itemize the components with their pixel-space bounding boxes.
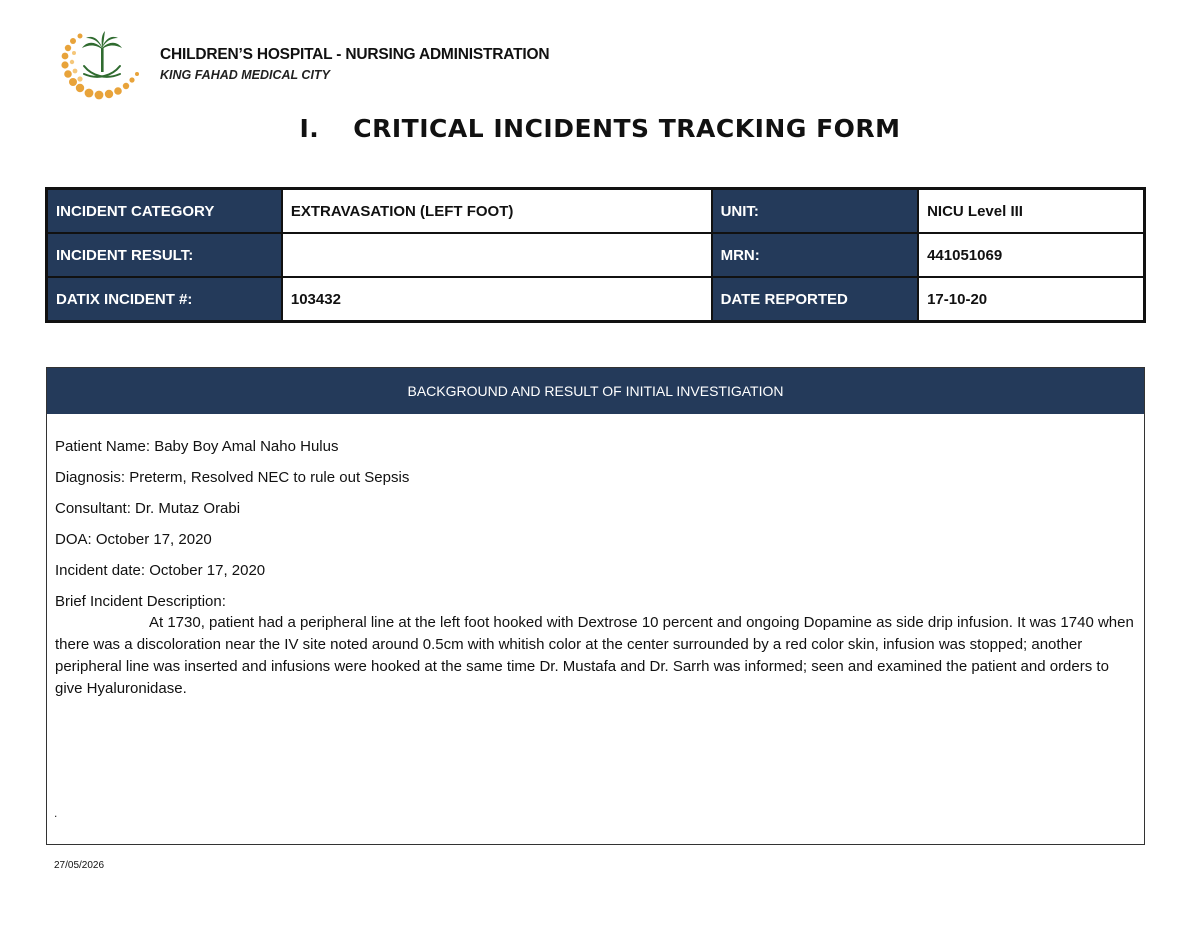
incident-category-value: EXTRAVASATION (LEFT FOOT) — [282, 189, 712, 234]
form-title-number: I. — [299, 114, 320, 143]
datix-incident-value: 103432 — [282, 277, 712, 322]
incident-date: Incident date: October 17, 2020 — [55, 562, 266, 579]
datix-incident-label: DATIX INCIDENT #: — [47, 277, 282, 322]
trailing-dot: . — [54, 806, 58, 820]
organization-subtitle: KING FAHAD MEDICAL CITY — [160, 68, 330, 82]
incident-result-label: INCIDENT RESULT: — [47, 233, 282, 277]
background-section — [46, 367, 1145, 845]
mrn-value: 441051069 — [918, 233, 1144, 277]
hospital-logo-icon — [58, 26, 144, 102]
date-reported-label: DATE REPORTED — [712, 277, 919, 322]
diagnosis: Diagnosis: Preterm, Resolved NEC to rule out Sepsis — [55, 469, 410, 486]
date-reported-value: 17-10-20 — [918, 277, 1144, 322]
unit-label: UNIT: — [712, 189, 919, 234]
unit-value: NICU Level III — [918, 189, 1144, 234]
table-row — [47, 189, 1145, 234]
background-body — [47, 414, 1144, 700]
incident-result-value — [282, 233, 712, 277]
organization-name: CHILDREN’S HOSPITAL - NURSING ADMINISTRATION — [160, 46, 550, 63]
form-title-text: CRITICAL INCIDENTS TRACKING FORM — [353, 114, 901, 143]
patient-name: Patient Name: Baby Boy Amal Naho Hulus — [55, 438, 339, 455]
footer-date: 27/05/2026 — [54, 860, 105, 871]
brief-description-text: At 1730, patient had a peripheral line at the left foot hooked with Dextrose 10 percent and ongoing Dopamine as side drip infusion. It was 1740 when there was a discoloration near the IV site noted around 0.5cm with whitish color at the center surrounded by a red color skin, infusion was stopped; another peripheral line was inserted and infusions were hooked at the same time Dr. Mustafa and Dr. Sarrh was informed; seen and examined the patient and orders to give Hyaluronidase. — [55, 614, 1134, 697]
table-row — [47, 233, 1145, 277]
incident-category-label: INCIDENT CATEGORY — [47, 189, 282, 234]
background-heading: BACKGROUND AND RESULT OF INITIAL INVESTIGATION — [47, 368, 1144, 414]
date-of-admission: DOA: October 17, 2020 — [55, 531, 212, 548]
mrn-label: MRN: — [712, 233, 919, 277]
incident-info-table — [45, 187, 1146, 323]
form-title — [0, 114, 1200, 143]
brief-description-label: Brief Incident Description: — [55, 593, 226, 610]
table-row — [47, 277, 1145, 322]
organization-header — [160, 46, 549, 82]
consultant: Consultant: Dr. Mutaz Orabi — [55, 500, 241, 517]
